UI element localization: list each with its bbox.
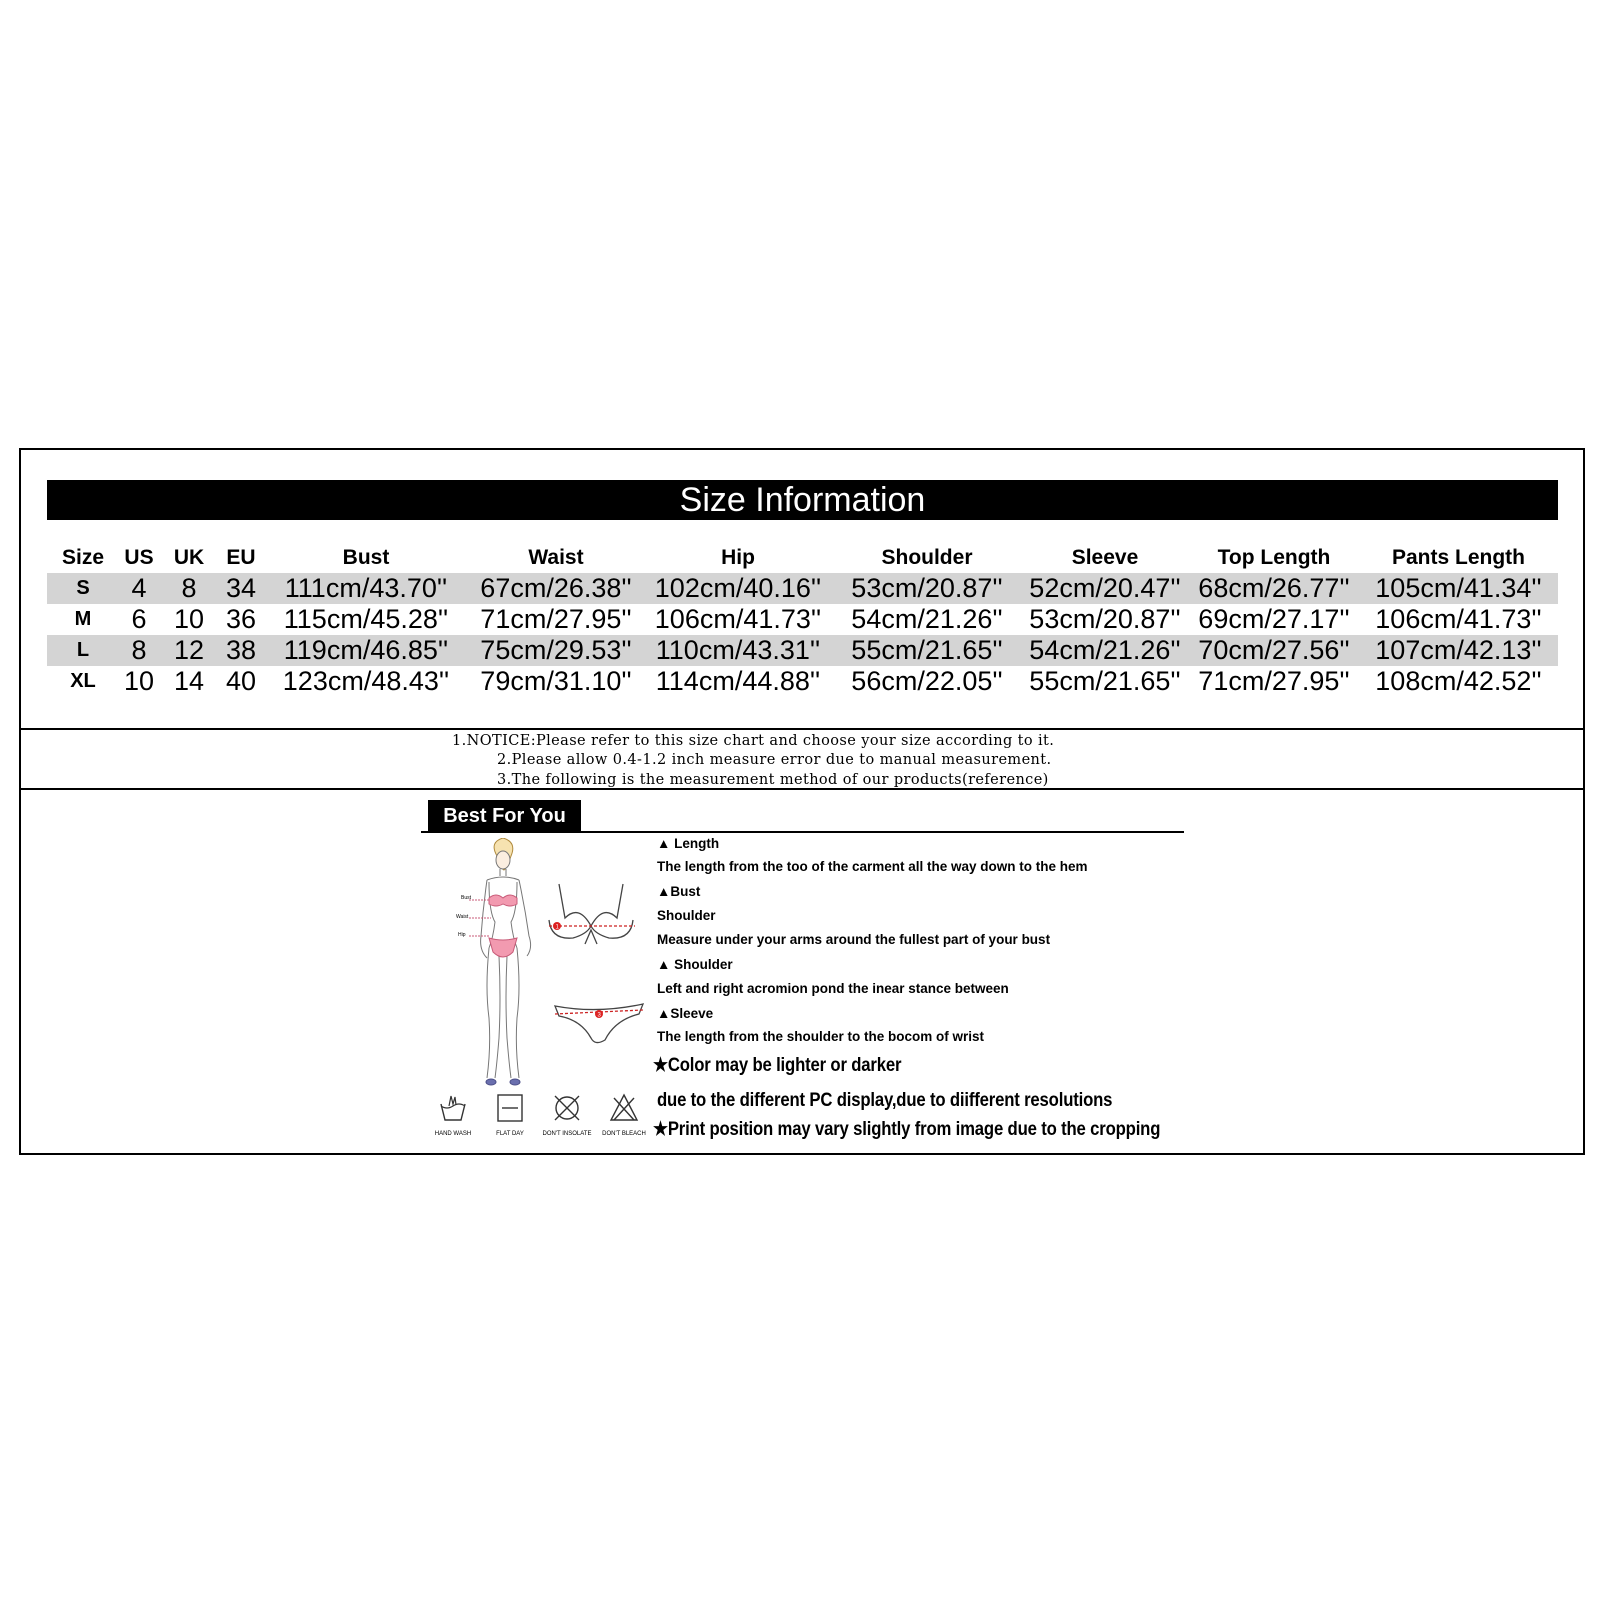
notice-line-2: 2.Please allow 0.4-1.2 inch measure error due to manual measurement.	[497, 752, 1052, 768]
header-size: Size	[61, 545, 105, 569]
header-pants-length: Pants Length	[1391, 545, 1525, 569]
table-cell: 110cm/43.31''	[643, 635, 833, 666]
sleeve-text: The length from the shoulder to the bocom of wrist	[657, 1029, 984, 1044]
table-cell: M	[74, 608, 92, 630]
header-us: US	[124, 545, 154, 569]
table-cell: 4	[119, 573, 159, 604]
color-note: ★Color may be lighter or darker	[653, 1055, 902, 1076]
header-top-length: Top Length	[1217, 545, 1331, 569]
notice-line-3: 3.The following is the measurement method of our products(reference)	[497, 772, 1049, 788]
care-item-flat-dry	[485, 1092, 535, 1137]
table-cell: 38	[219, 635, 263, 666]
marker-1-label: 1	[555, 924, 559, 931]
table-cell: XL	[70, 670, 96, 692]
table-cell: 114cm/44.88''	[655, 666, 821, 696]
dont-insolate-icon	[551, 1092, 583, 1124]
size-chart-frame	[19, 448, 1585, 1155]
briefs-outline-icon	[555, 1004, 643, 1043]
table-cell: 107cm/42.13''	[1359, 635, 1558, 666]
table-row	[47, 573, 1558, 604]
table-cell: 115cm/45.28''	[283, 604, 449, 634]
flat-dry-label: FLAT DAY	[496, 1131, 524, 1137]
table-cell: 8	[119, 635, 159, 666]
table-cell: 53cm/20.87''	[833, 573, 1021, 604]
bust-label: Bust	[461, 895, 472, 901]
hip-label: Hip	[458, 932, 466, 938]
care-item-dont-insolate	[542, 1092, 592, 1137]
length-text: The length from the too of the carment all the way down to the hem	[657, 859, 1088, 874]
model-figure-icon	[469, 838, 531, 1085]
print-note: ★Print position may vary slightly from image due to the cropping	[653, 1119, 1161, 1140]
dont-insolate-label: DON'T INSOLATE	[542, 1131, 592, 1137]
table-cell: 6	[131, 604, 147, 634]
sleeve-title: ▲Sleeve	[657, 1006, 714, 1021]
dont-bleach-label: DON'T BLEACH	[602, 1131, 646, 1137]
header-sleeve: Sleeve	[1071, 545, 1139, 569]
care-item-hand-wash	[428, 1092, 478, 1137]
table-row	[47, 666, 1558, 697]
hand-wash-label: HAND WASH	[434, 1131, 472, 1137]
shoulder-text: Left and right acromion pond the inear stance between	[657, 981, 1009, 996]
measurement-illustration	[439, 838, 651, 1098]
table-row	[47, 604, 1558, 635]
table-cell: 105cm/41.34''	[1359, 573, 1558, 604]
size-information-banner: Size Information	[47, 480, 1558, 520]
table-cell: 71cm/27.95''	[480, 604, 632, 634]
table-row	[47, 635, 1558, 666]
flat-dry-icon	[494, 1092, 526, 1124]
header-waist: Waist	[528, 545, 584, 569]
header-bust: Bust	[342, 545, 390, 569]
table-header-row	[47, 542, 1558, 573]
table-cell: 14	[173, 666, 205, 696]
table-cell: 123cm/48.43''	[282, 666, 450, 696]
header-shoulder: Shoulder	[881, 545, 973, 569]
table-cell: 79cm/31.10''	[480, 666, 632, 696]
shoulder-title: ▲ Shoulder	[657, 957, 733, 972]
table-cell: 111cm/43.70''	[263, 573, 469, 604]
section-divider	[421, 831, 1184, 833]
table-cell: 36	[225, 604, 257, 634]
table-cell: 68cm/26.77''	[1189, 573, 1359, 604]
care-item-dont-bleach	[599, 1092, 649, 1137]
length-title: ▲ Length	[657, 836, 720, 851]
header-hip: Hip	[721, 545, 755, 569]
table-cell: 70cm/27.56''	[1189, 635, 1359, 666]
table-cell: 106cm/41.73''	[1375, 604, 1542, 634]
marker-3-label: 3	[597, 1012, 601, 1019]
table-cell: 54cm/21.26''	[1021, 635, 1189, 666]
table-cell: L	[47, 635, 119, 666]
bust-title: ▲Bust	[657, 884, 701, 899]
display-note: due to the different PC display,due to diifferent resolutions	[657, 1090, 1113, 1111]
table-cell: 54cm/21.26''	[851, 604, 1003, 634]
waist-label: Waist	[456, 914, 469, 920]
notice-box	[21, 728, 1583, 790]
header-eu: EU	[226, 545, 256, 569]
table-cell: 69cm/27.17''	[1198, 604, 1350, 634]
table-cell: 40	[225, 666, 257, 696]
table-cell: 108cm/42.52''	[1375, 666, 1542, 696]
notice-line-1: 1.NOTICE:Please refer to this size chart and choose your size according to it.	[452, 733, 1055, 749]
size-table	[47, 542, 1558, 697]
table-cell: 10	[123, 666, 155, 696]
table-cell: 106cm/41.73''	[654, 604, 822, 634]
table-cell: 12	[159, 635, 219, 666]
table-cell: 71cm/27.95''	[1198, 666, 1350, 696]
bust-subtitle: Shoulder	[657, 908, 716, 923]
dont-bleach-icon	[608, 1092, 640, 1124]
header-uk: UK	[173, 545, 205, 569]
table-cell: 67cm/26.38''	[469, 573, 643, 604]
table-cell: 8	[159, 573, 219, 604]
table-cell: 119cm/46.85''	[263, 635, 469, 666]
table-cell: 52cm/20.47''	[1021, 573, 1189, 604]
table-cell: 56cm/22.05''	[851, 666, 1003, 696]
bust-text: Measure under your arms around the fullest part of your bust	[657, 932, 1051, 947]
table-cell: S	[47, 573, 119, 604]
table-cell: 34	[219, 573, 263, 604]
table-cell: 102cm/40.16''	[643, 573, 833, 604]
table-cell: 10	[173, 604, 205, 634]
table-cell: 75cm/29.53''	[469, 635, 643, 666]
best-for-you-tab: Best For You	[428, 800, 581, 832]
hand-wash-icon	[437, 1092, 469, 1124]
table-cell: 53cm/20.87''	[1029, 604, 1181, 634]
table-cell: 55cm/21.65''	[833, 635, 1021, 666]
table-cell: 55cm/21.65''	[1029, 666, 1181, 696]
bra-outline-icon	[549, 884, 635, 944]
